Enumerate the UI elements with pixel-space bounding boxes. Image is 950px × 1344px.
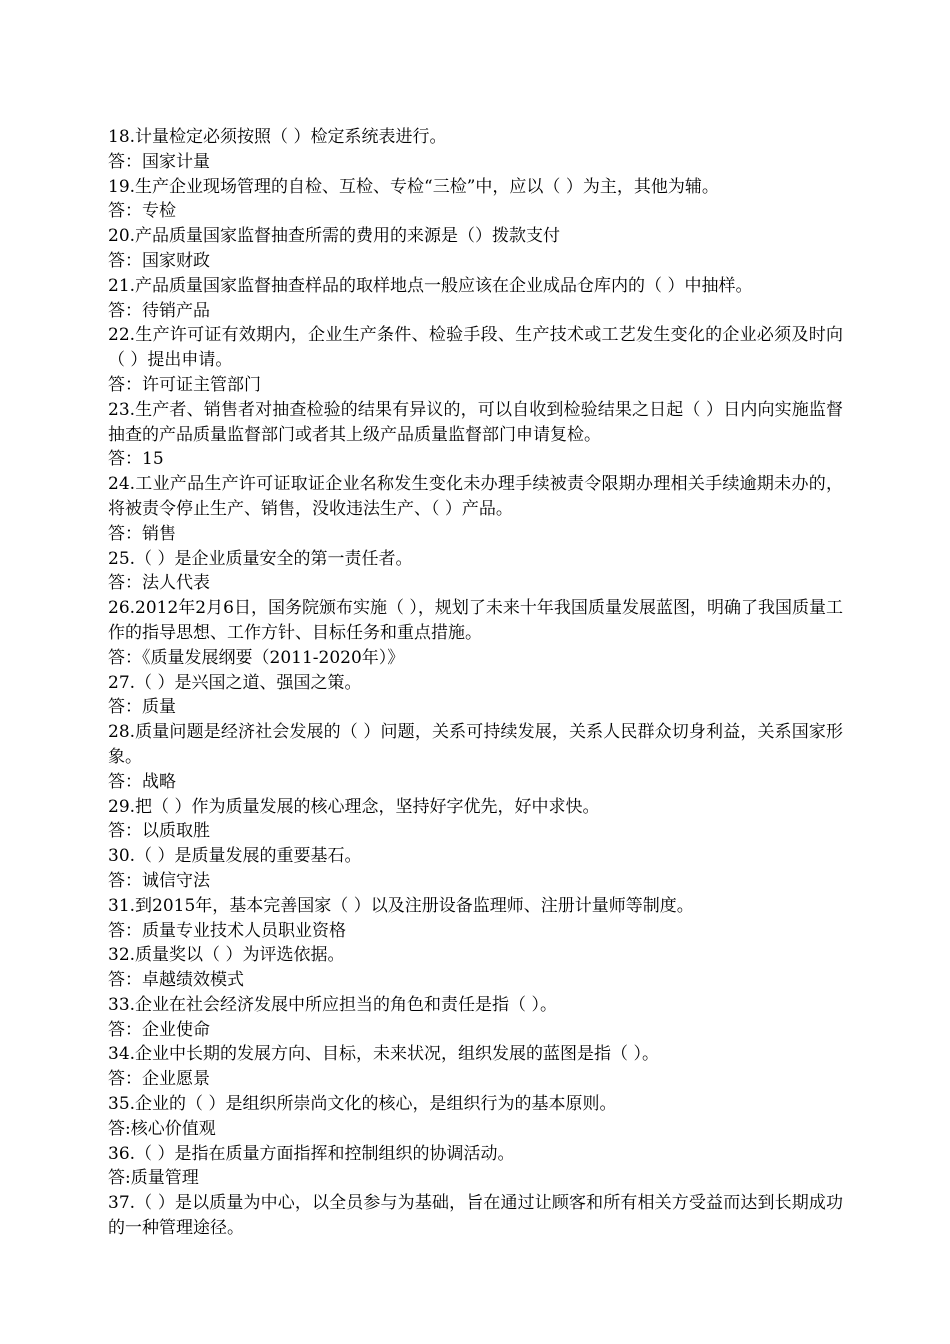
answer-text: 答：销售 [108,523,176,544]
qa-item [108,1191,843,1241]
qa-item [108,224,843,274]
qa-item [108,125,843,175]
question-text: 28.质量问题是经济社会发展的（ ）问题，关系可持续发展，关系人民群众切身利益，关系国家形象。 [108,722,843,767]
answer-text: 答：战略 [108,771,176,792]
qa-item [108,720,843,794]
answer-text: 答:核心价值观 [108,1118,216,1139]
question-text: 33.企业在社会经济发展中所应担当的角色和责任是指（ ）。 [108,994,557,1015]
qa-item [108,943,843,993]
question-text: 37.（ ）是以质量为中心，以全员参与为基础，旨在通过让顾客和所有相关方受益而达到长期成功的一种管理途径。 [108,1193,843,1239]
qa-item [108,993,843,1043]
answer-text: 答：以质取胜 [108,821,210,842]
question-text: 20.产品质量国家监督抽查所需的费用的来源是（）拨款支付 [108,226,561,247]
answer-text: 答：《质量发展纲要（2011-2020年）》 [108,647,405,668]
qa-item [108,547,843,597]
qa-item [108,175,843,225]
question-text: 22.生产许可证有效期内，企业生产条件、检验手段、生产技术或工艺发生变化的企业必须及时向（ ）提出申请。 [108,325,843,371]
qa-item [108,1042,843,1092]
qa-item [108,1142,843,1192]
qa-item [108,844,843,894]
qa-item [108,274,843,324]
answer-text: 答：卓越绩效模式 [108,970,244,991]
qa-list [108,125,843,1241]
answer-text: 答：许可证主管部门 [108,374,261,395]
question-text: 29.把（ ）作为质量发展的核心理念，坚持好字优先，好中求快。 [108,796,600,817]
answer-text: 答：企业使命 [108,1019,210,1040]
question-text: 31.到2015年，基本完善国家（ ）以及注册设备监理师、注册计量师等制度。 [108,895,694,916]
answer-text: 答：质量专业技术人员职业资格 [108,920,346,941]
answer-text: 答:质量管理 [108,1168,199,1189]
qa-item [108,795,843,845]
question-text: 21.产品质量国家监督抽查样品的取样地点一般应该在企业成品仓库内的（ ）中抽样。 [108,275,753,296]
qa-item [108,894,843,944]
question-text: 34.企业中长期的发展方向、目标，未来状况，组织发展的蓝图是指（ ）。 [108,1044,659,1065]
answer-text: 答：诚信守法 [108,870,210,891]
qa-item [108,1092,843,1142]
question-text: 25.（ ）是企业质量安全的第一责任者。 [108,548,413,569]
question-text: 27.（ ）是兴国之道、强国之策。 [108,672,362,693]
qa-item [108,472,843,546]
question-text: 30.（ ）是质量发展的重要基石。 [108,846,362,867]
question-text: 32.质量奖以（ ）为评选依据。 [108,945,345,966]
question-text: 23.生产者、销售者对抽查检验的结果有异议的，可以自收到检验结果之日起（ ）日内向实施监督抽查的产品质量监督部门或者其上级产品质量监督部门申请复检。 [108,399,843,445]
question-text: 19.生产企业现场管理的自检、互检、专检“三检”中，应以（ ）为主，其他为辅。 [108,176,719,197]
qa-item [108,671,843,721]
question-text: 35.企业的（ ）是组织所崇尚文化的核心，是组织行为的基本原则。 [108,1094,617,1115]
answer-text: 答：15 [108,449,164,470]
answer-text: 答：国家财政 [108,250,210,271]
question-text: 36.（ ）是指在质量方面指挥和控制组织的协调活动。 [108,1143,515,1164]
question-text: 24.工业产品生产许可证取证企业名称发生变化未办理手续被责令限期办理相关手续逾期未办的，将被责令停止生产、销售，没收违法生产、（ ）产品。 [108,474,843,519]
qa-item [108,323,843,397]
answer-text: 答：待销产品 [108,300,210,321]
answer-text: 答：企业愿景 [108,1069,210,1090]
answer-text: 答：法人代表 [108,573,210,594]
answer-text: 答：国家计量 [108,151,210,172]
qa-item [108,596,843,670]
question-text: 18.计量检定必须按照（ ）检定系统表进行。 [108,127,447,147]
question-text: 26.2012年2月6日，国务院颁布实施（ ），规划了未来十年我国质量发展蓝图，明确了我国质量工作的指导思想、工作方针、目标任务和重点措施。 [108,598,843,643]
answer-text: 答：专检 [108,201,176,222]
qa-item [108,398,843,472]
answer-text: 答：质量 [108,697,176,718]
